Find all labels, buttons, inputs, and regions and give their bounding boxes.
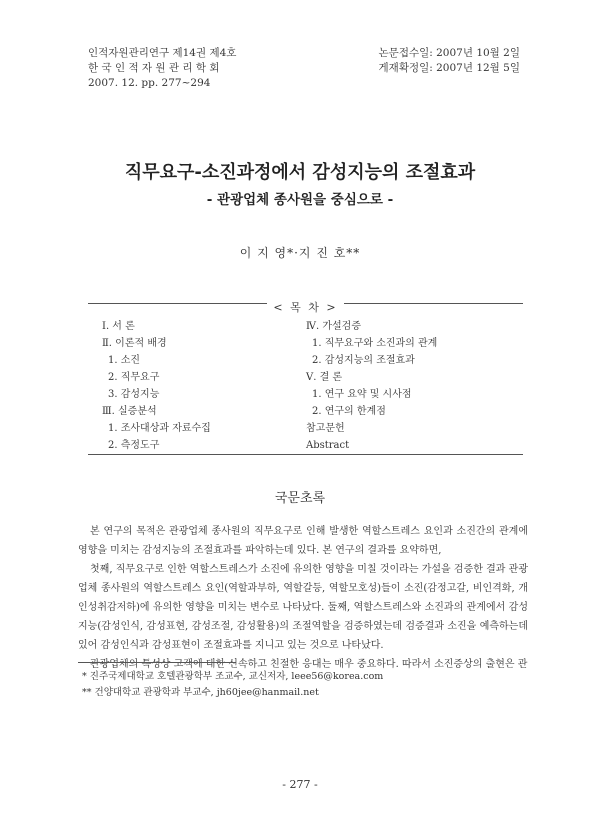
page-number: - 277 - — [282, 778, 318, 791]
toc-item: 2. 측정도구 — [108, 440, 160, 451]
journal-info-line: 2007. 12. pp. 277~294 — [88, 77, 211, 89]
toc-item: 1. 조사대상과 자료수집 — [108, 423, 211, 434]
toc-item: Ⅴ. 결 론 — [306, 372, 343, 383]
toc-item: 1. 소진 — [108, 355, 141, 366]
toc-item: Ⅲ. 실증분석 — [102, 406, 157, 417]
toc-item: 1. 직무요구와 소진과의 관계 — [312, 338, 438, 349]
toc-item: Abstract — [306, 440, 350, 451]
journal-info — [88, 46, 236, 91]
footnotes — [82, 669, 383, 701]
abstract-paragraph: 첫째, 직무요구로 인한 역할스트레스가 소진에 유의한 영향을 미칠 것이라는 가설을 검증한 결과 관광업체 종사원의 역할스트레스 요인(역할과부하, 역할갈등, 역할모호성)들이 소진(감정고갈, 비인격화, 개인성취감저하)에 유의한 영향을 미치는 변수로 나타났다. 둘째, 역할스트레스와 소진과의 관계에서 감성지능(감성인식, 감성표현, 감성조절, 감성활용)의 조절역할을 검증하였는데 검증결과 소진을 예측하는데 있어 감성인식과 감성표현이 조절효과를 지니고 있는 것으로 나타났다. — [78, 564, 528, 651]
accepted-date: 게재확정일: 2007년 12월 5일 — [378, 62, 520, 74]
toc-item: 3. 감성지능 — [108, 389, 160, 400]
toc-item: Ⅰ. 서 론 — [102, 321, 135, 332]
toc-item: 2. 감성지능의 조절효과 — [312, 355, 415, 366]
journal-info-line: 한 국 인 적 자 원 관 리 학 회 — [88, 62, 220, 74]
journal-info-line: 인적자원관리연구 제14권 제4호 — [88, 47, 237, 59]
toc-item: Ⅳ. 가설검증 — [306, 321, 361, 332]
abstract-paragraph: 본 연구의 목적은 관광업체 종사원의 직무요구로 인해 발생한 역할스트레스 요인과 소진간의 관계에 영향을 미치는 감성지능의 조절효과를 파악하는데 있다. 본 연구의 결과를 요약하면, — [78, 526, 528, 556]
toc-item: 2. 연구의 한계점 — [312, 406, 386, 417]
toc-heading-wrap — [88, 296, 523, 315]
paper-subtitle: - 관광업체 종사원을 중심으로 - — [206, 192, 394, 208]
toc-item: 1. 연구 요약 및 시사점 — [312, 389, 412, 400]
toc-item: Ⅱ. 이론적 배경 — [102, 338, 167, 349]
authors: 이 지 영*·지 진 호** — [239, 246, 361, 260]
paper-title: 직무요구-소진과정에서 감성지능의 조절효과 — [124, 162, 476, 183]
toc-heading: < 목 차 > — [267, 301, 343, 314]
footnote: * 진주국제대학교 호텔관광학부 조교수, 교신저자, leee56@korea.com — [82, 671, 384, 682]
submission-dates — [379, 46, 520, 76]
abstract-paragraph: 관광업체의 특성상 고객에 대한 신속하고 친절한 응대는 매우 중요하다. 따라서 소진증상의 출현은 관 — [90, 659, 528, 670]
toc-left-column — [102, 318, 211, 454]
abstract-title: 국문초록 — [274, 491, 326, 506]
footnote: ** 건양대학교 관광학과 부교수, jh60jee@hanmail.net — [82, 687, 319, 698]
received-date: 논문접수일: 2007년 10월 2일 — [378, 47, 520, 59]
table-of-contents — [88, 303, 523, 455]
toc-item: 2. 직무요구 — [108, 372, 160, 383]
abstract-body — [78, 522, 528, 674]
footnote-divider — [78, 662, 236, 663]
toc-right-column — [306, 318, 437, 454]
toc-item: 참고문헌 — [306, 423, 345, 434]
